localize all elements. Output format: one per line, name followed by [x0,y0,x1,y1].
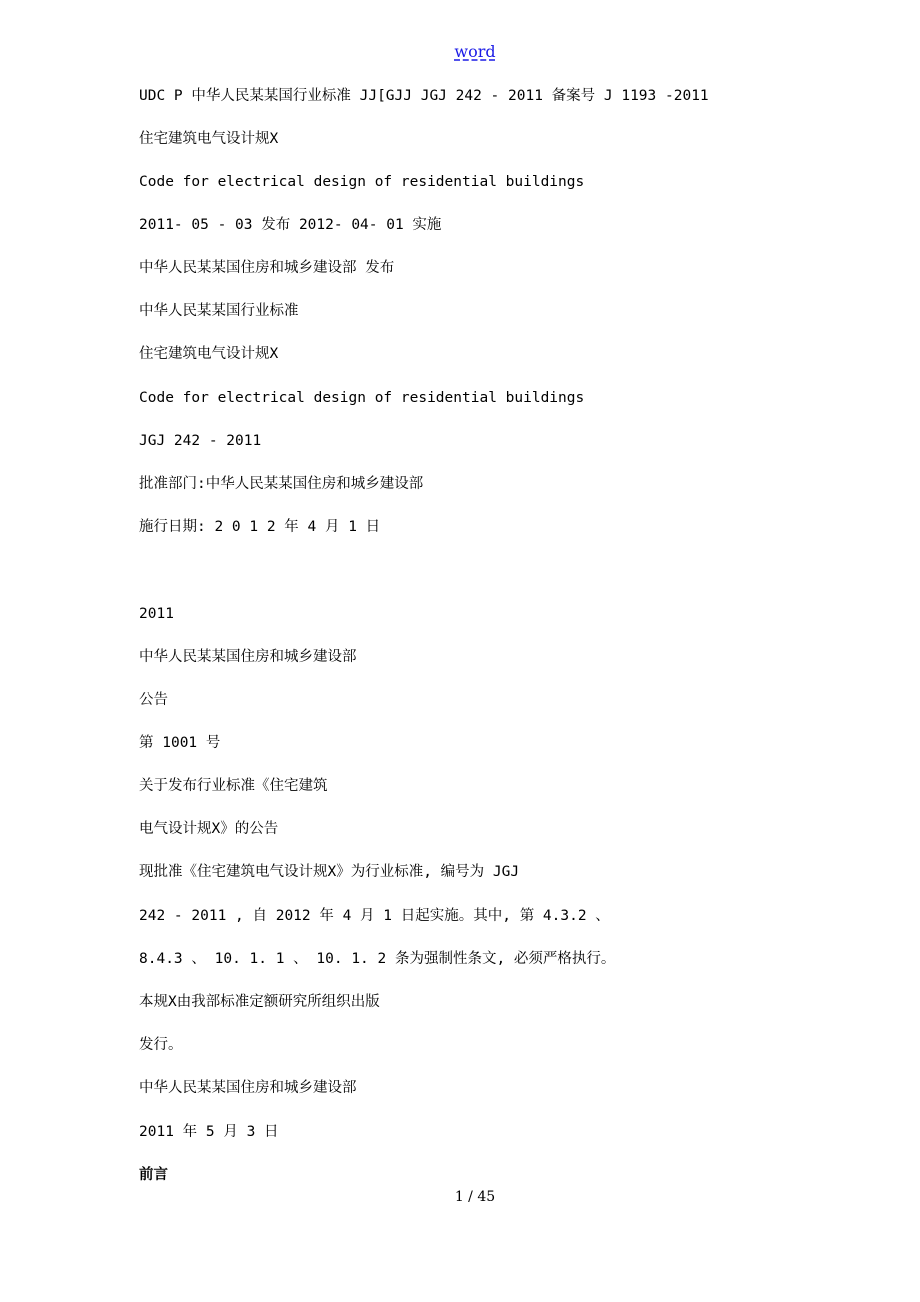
doc-line-effective-date: 施行日期: 2 0 1 2 年 4 月 1 日 [139,519,381,535]
doc-line-about-1: 关于发布行业标准《住宅建筑 [139,778,328,794]
header-word-link[interactable] [0,40,920,64]
doc-line-announcement: 公告 [139,692,168,708]
doc-line-about-2: 电气设计规X》的公告 [139,821,279,837]
doc-line-title-en-2: Code for electrical design of residential buildings [139,390,585,406]
doc-line-title-cn-2: 住宅建筑电气设计规X [139,346,279,362]
doc-line-publish-1: 本规X由我部标准定额研究所组织出版 [139,994,380,1010]
doc-line-industry-standard: 中华人民某某国行业标准 [139,303,299,319]
doc-line-number: 第 1001 号 [139,735,221,751]
doc-line-udc: UDC P 中华人民某某国行业标准 JJ[GJJ JGJ 242 - 2011 备案号 J 1193 -2011 [139,88,709,104]
doc-line-ministry: 中华人民某某国住房和城乡建设部 [139,649,357,665]
doc-line-title-en: Code for electrical design of residential buildings [139,174,585,190]
doc-line-sign-date: 2011 年 5 月 3 日 [139,1124,279,1140]
header-word-text[interactable]: word [454,42,496,61]
doc-line-publish-2: 发行。 [139,1037,183,1053]
doc-line-signature: 中华人民某某国住房和城乡建设部 [139,1080,357,1096]
doc-line-title-cn: 住宅建筑电气设计规X [139,131,279,147]
doc-line-approval-dept: 批准部门:中华人民某某国住房和城乡建设部 [139,476,424,492]
doc-heading-preface: 前言 [139,1167,168,1183]
doc-line-standard-number: JGJ 242 - 2011 [139,433,262,449]
doc-line-dates: 2011- 05 - 03 发布 2012- 04- 01 实施 [139,217,442,233]
doc-line-approval-2: 242 - 2011 , 自 2012 年 4 月 1 日起实施。其中, 第 4.3.2 、 [139,908,610,924]
doc-line-approval-1: 现批准《住宅建筑电气设计规X》为行业标准, 编号为 JGJ [139,864,520,880]
doc-line-approval-3: 8.4.3 、 10. 1. 1 、 10. 1. 2 条为强制性条文, 必须严格执行。 [139,951,616,967]
doc-line-year: 2011 [139,606,174,622]
doc-line-publisher: 中华人民某某国住房和城乡建设部 发布 [139,260,395,276]
page-indicator: 1 / 45 [454,1189,496,1205]
